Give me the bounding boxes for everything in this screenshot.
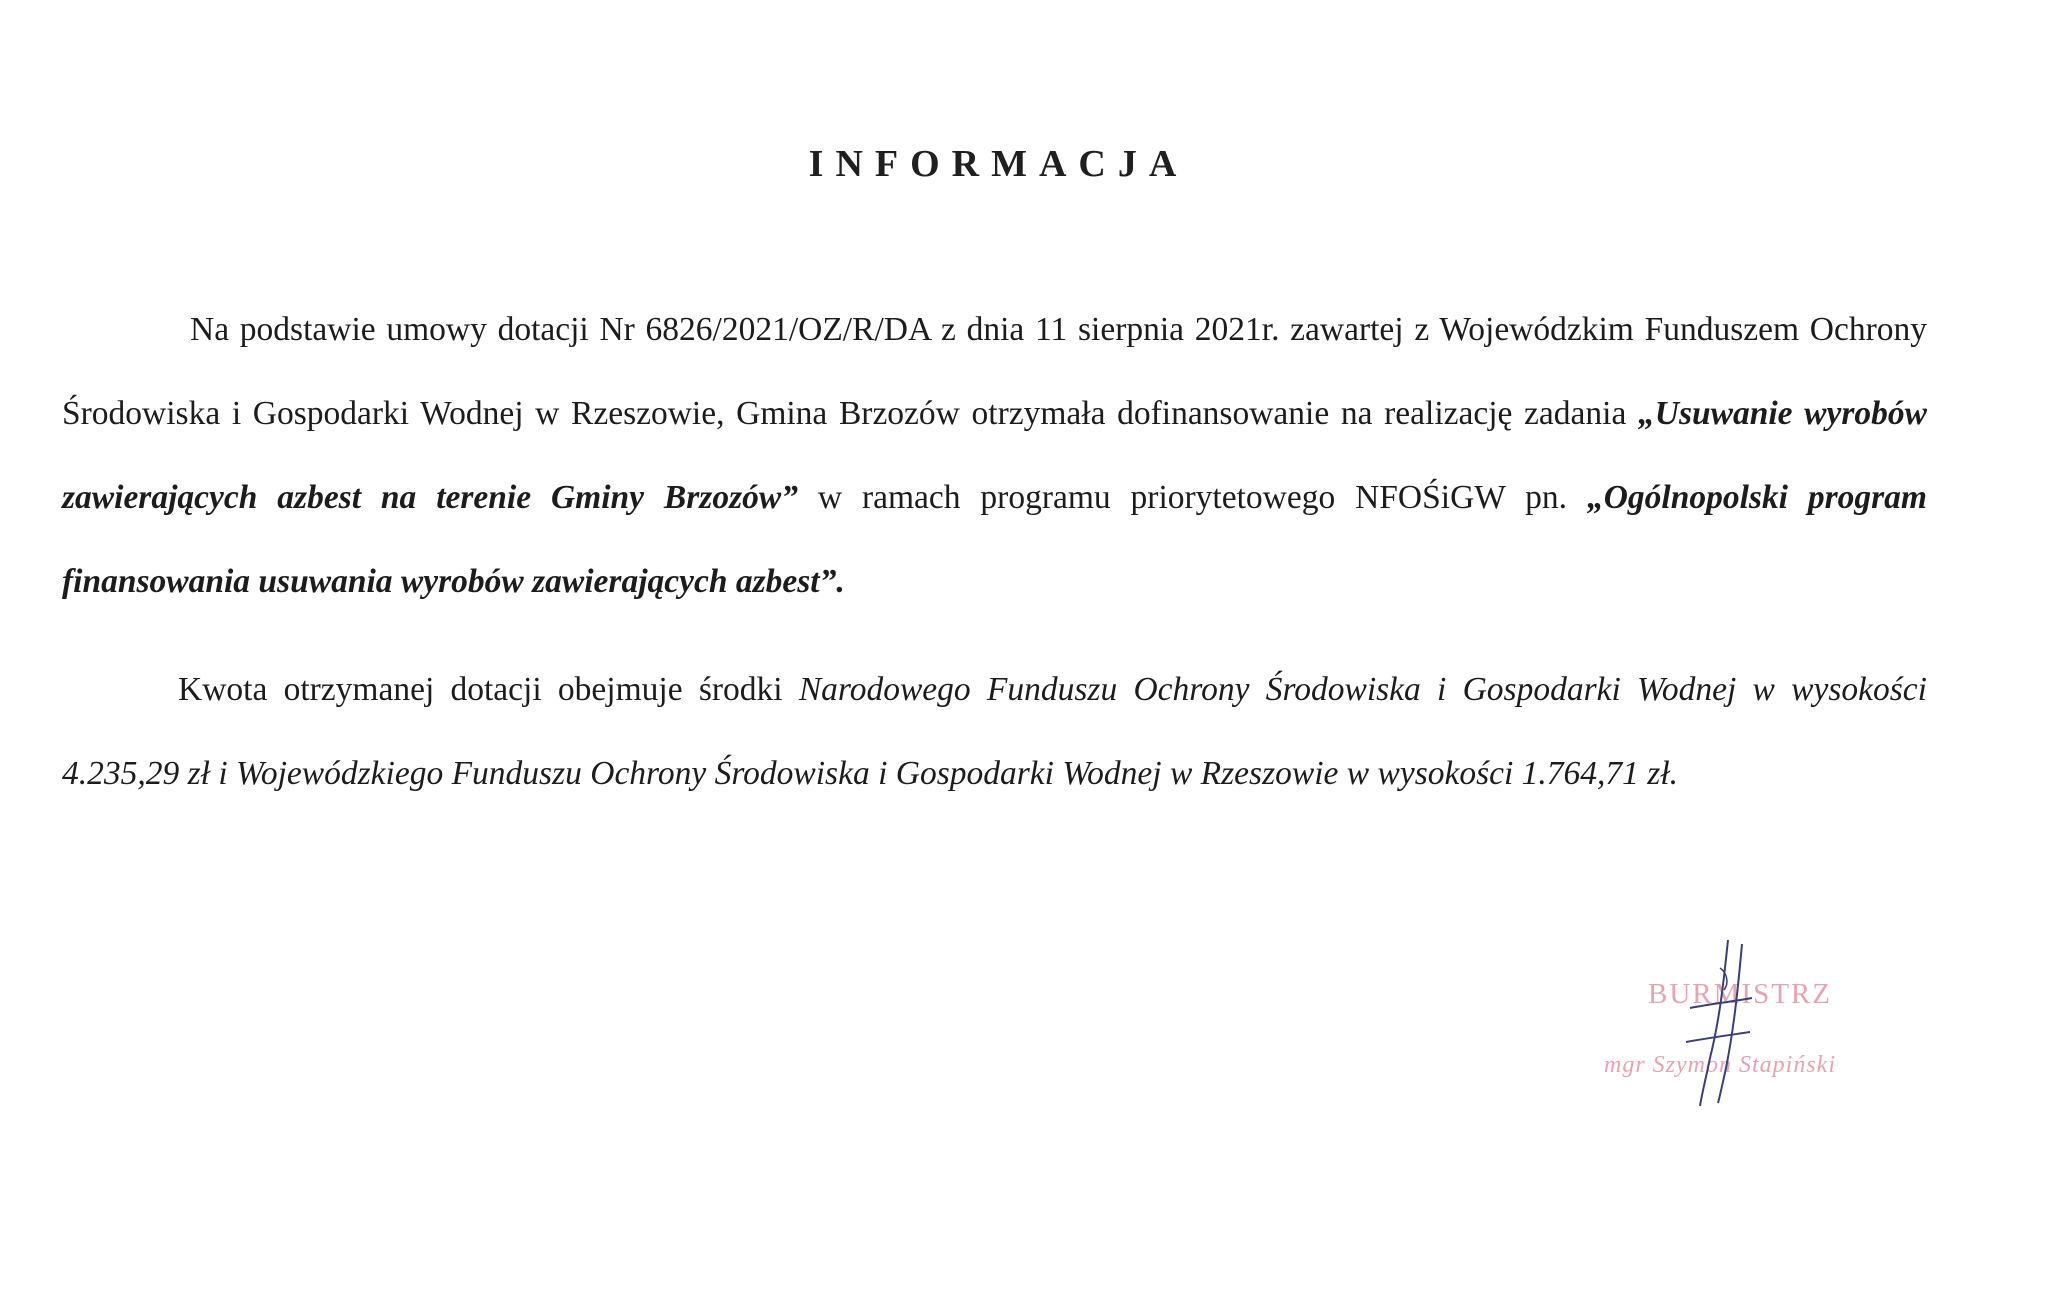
funds-breakdown: Narodowego Funduszu Ochrony Środowiska i Gospodarki Wodnej w wysokości 4.235,29 zł i Wojewódzkiego Funduszu Ochrony Środowiska i Gospodarki Wodnej w Rzeszowie w wysokości 1.764,71 zł. <box>62 671 1927 792</box>
handwritten-signature-icon <box>1680 938 1760 1108</box>
stamp-name: mgr Szymon Stapiński <box>1604 1052 1836 1078</box>
paragraph-grant-agreement <box>62 288 1927 624</box>
paragraph-grant-agreement-intro: Na podstawie umowy dotacji Nr 6826/2021/OZ/R/DA z dnia 11 sierpnia 2021r. zawartej z Wojewódzkim Funduszem Ochrony Środowiska i Gospodarki Wodnej w Rzeszowie, Gmina Brzozów otrzymała dofinansowanie na realizację zadania <box>62 311 1927 432</box>
stamp-title: BURMISTRZ <box>1648 978 1832 1010</box>
paragraph-grant-amount <box>62 648 1927 816</box>
paragraph-grant-agreement-program-intro: w ramach programu priorytetowego NFOŚiGW pn. <box>797 479 1587 516</box>
paragraph-grant-amount-intro: Kwota otrzymanej dotacji obejmuje środki <box>178 671 799 708</box>
document-title: INFORMACJA <box>808 143 1189 185</box>
program-name: „Ogólnopolski program finansowania usuwania wyrobów zawierających azbest”. <box>62 479 1927 600</box>
task-name: „Usuwanie wyrobów zawierających azbest na terenie Gminy Brzozów” <box>62 395 1928 516</box>
